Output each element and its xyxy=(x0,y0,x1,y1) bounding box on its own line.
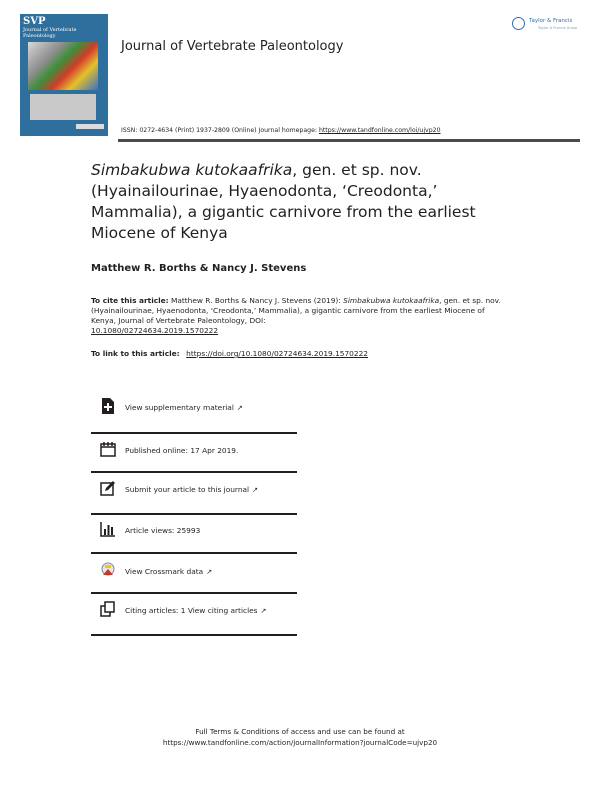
citation-species: Simbakubwa kutokaafrika xyxy=(343,296,440,305)
published-date-label: Published online: 17 Apr 2019. xyxy=(125,446,239,455)
journal-homepage-link[interactable]: https://www.tandfonline.com/loi/ujvp20 xyxy=(318,127,441,134)
cover-illustration xyxy=(28,42,98,90)
published-date xyxy=(100,441,297,467)
cover-subtitle: Journal of Vertebrate Paleontology xyxy=(23,27,77,39)
separator xyxy=(91,592,297,594)
calendar-icon xyxy=(100,441,116,457)
citation-label: To cite this article: xyxy=(91,296,169,305)
separator xyxy=(91,513,297,515)
cover-header xyxy=(23,17,83,39)
citing-articles-label: Citing articles: 1 View citing articles xyxy=(125,606,258,615)
supplementary-plus-icon xyxy=(100,398,116,414)
citation-text-start: Matthew R. Borths & Nancy J. Stevens (2019): xyxy=(168,296,344,305)
issn-text: ISSN: 0272-4634 (Print) 1937-2809 (Online) Journal homepage: xyxy=(121,127,319,134)
separator xyxy=(91,471,297,473)
crossmark-icon xyxy=(100,562,116,578)
authors: Matthew R. Borths & Nancy J. Stevens xyxy=(91,263,307,274)
external-link-icon: ↗ xyxy=(252,486,258,494)
issn-line xyxy=(121,127,441,134)
citation-text-end: , gen. et sp. nov. (Hyainailourinae, Hyaenodonta, ‘Creodonta,’ Mammalia), a gigantic carnivore from the earliest Miocene of Kenya, Journal of Vertebrate Paleontology, DOI: xyxy=(91,296,501,325)
supplementary-material-label: View supplementary material xyxy=(125,403,234,412)
publisher-logo-icon xyxy=(512,17,525,30)
separator xyxy=(91,432,297,434)
article-link-line xyxy=(91,349,368,358)
submit-article-link[interactable] xyxy=(100,480,297,506)
publisher-logo[interactable] xyxy=(512,16,584,36)
article-title-rest: , gen. et sp. nov. (Hyainailourinae, Hyaenodonta, ‘Creodonta,’ Mammalia), a gigantic carnivore from the earliest Miocene of Kenya xyxy=(91,161,476,242)
edit-pencil-icon xyxy=(100,480,116,496)
separator xyxy=(91,552,297,554)
journal-cover-thumbnail xyxy=(20,14,108,136)
journal-title: Journal of Vertebrate Paleontology xyxy=(121,39,344,54)
link-label: To link to this article: xyxy=(91,349,183,358)
external-link-icon: ↗ xyxy=(260,607,267,615)
footer-terms-link[interactable]: https://www.tandfonline.com/action/journalInformation?journalCode=ujvp20 xyxy=(162,738,438,747)
citation-doi-link[interactable]: 10.1080/02724634.2019.1570222 xyxy=(91,326,219,335)
publisher-logo-tagline: Taylor & Francis Group xyxy=(538,26,578,30)
external-link-icon: ↗ xyxy=(206,568,213,576)
citing-articles-icon xyxy=(100,601,116,617)
cover-footer-band xyxy=(76,124,104,129)
supplementary-material-link[interactable] xyxy=(100,398,297,424)
bar-chart-icon xyxy=(100,521,116,537)
article-title xyxy=(91,160,521,244)
crossmark-link[interactable] xyxy=(100,562,297,588)
header-rule xyxy=(118,139,580,142)
external-link-icon: ↗ xyxy=(236,404,243,412)
crossmark-label: View Crossmark data xyxy=(125,567,204,576)
article-title-species: Simbakubwa kutokaafrika xyxy=(91,161,293,179)
article-views-label: Article views: 25993 xyxy=(125,526,201,535)
article-doi-url[interactable]: https://doi.org/10.1080/02724634.2019.1570222 xyxy=(186,349,368,358)
citation-block xyxy=(91,296,511,336)
footer-terms-text: Full Terms & Conditions of access and use can be found at xyxy=(195,727,405,736)
publisher-logo-name: Taylor & Francis xyxy=(529,18,573,24)
separator xyxy=(91,634,297,636)
submit-article-label: Submit your article to this journal xyxy=(125,485,250,494)
cover-label: SVP xyxy=(23,16,46,27)
cover-fossil-image xyxy=(30,94,96,120)
article-views xyxy=(100,521,297,547)
citing-articles-link[interactable] xyxy=(100,601,297,627)
